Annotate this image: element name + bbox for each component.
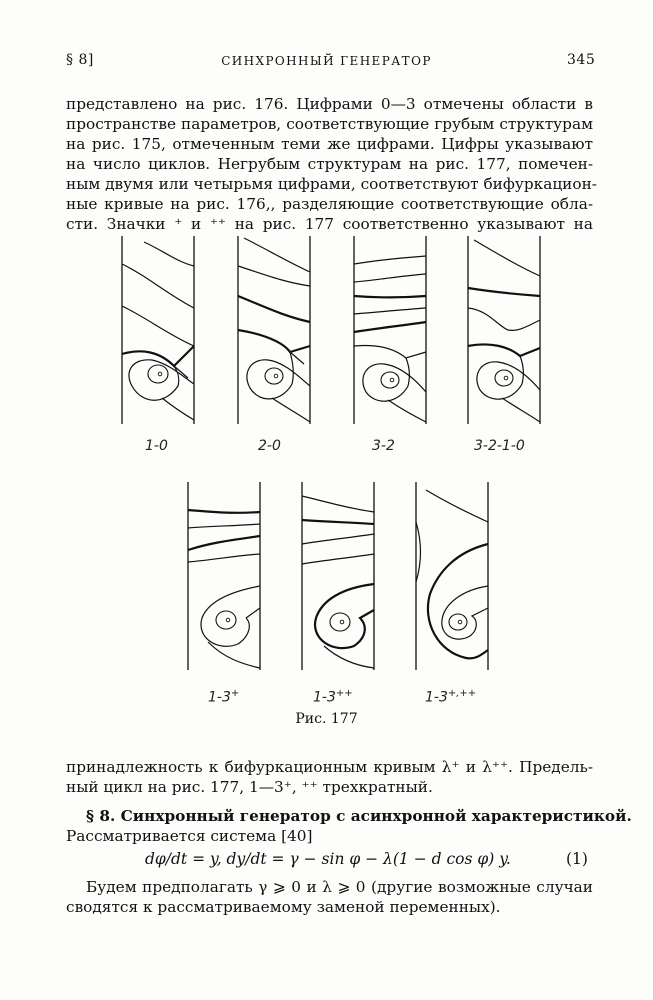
panel-1-3-plus-plusplus — [416, 482, 488, 670]
text-line: сти. Значки ⁺ и ⁺⁺ на рис. 177 соответственно указывают на — [66, 215, 593, 233]
panel-3-2-1-0 — [468, 236, 540, 424]
panel-1-0 — [122, 236, 194, 424]
panel-label-sup: +,++ — [447, 688, 477, 699]
text-line: Будем предполагать γ ⩾ 0 и λ ⩾ 0 (другие возможные случаи — [86, 878, 593, 896]
text-line: пространстве параметров, соответствующие грубым структурам — [66, 115, 593, 133]
section-lead: Рассматривается система [40] — [66, 827, 313, 845]
panel-label-base: 1-3 — [425, 689, 448, 706]
panel-1-3-plusplus — [302, 482, 374, 670]
text-line: сводятся к рассматриваемому заменой переменных). — [66, 898, 501, 916]
text-line: ный цикл на рис. 177, 1—3⁺, ⁺⁺ трехкратный. — [66, 778, 433, 796]
panel-label — [425, 688, 476, 706]
panel-label-sup: + — [230, 688, 240, 699]
panel-label-base: 1-3 — [313, 689, 336, 706]
panel-2-0 — [238, 236, 310, 424]
equation-number: (1) — [566, 850, 588, 868]
panel-label-sup: ++ — [335, 688, 353, 699]
panel-label: 1-0 — [145, 438, 168, 454]
text-line: представлено на рис. 176. Цифрами 0—3 отмечены области в — [66, 95, 593, 113]
panel-label-base: 1-3 — [208, 689, 231, 706]
section-block — [66, 806, 632, 846]
header-title: СИНХРОННЫЙ ГЕНЕРАТОР — [221, 54, 432, 68]
panel-label: 2-0 — [258, 438, 281, 454]
text-line: ные кривые на рис. 176,, разделяющие соответствующие обла- — [66, 195, 593, 213]
after-paragraph — [66, 757, 593, 797]
section-heading: § 8. Синхронный генератор с асинхронной характеристикой. — [86, 807, 632, 825]
header-section: § 8] — [66, 52, 94, 68]
panel-label: 3-2 — [372, 438, 395, 454]
panel-label: 3-2-1-0 — [474, 438, 525, 454]
equation: dφ/dt = y, dy/dt = γ − sin φ − λ(1 − d cos φ) y. — [145, 850, 511, 868]
panel-1-3-plus — [188, 482, 260, 670]
figure-caption: Рис. 177 — [295, 711, 358, 727]
text-line: на рис. 175, отмеченным теми же цифрами. Цифры указывают — [66, 135, 593, 153]
final-paragraph — [66, 877, 593, 917]
text-line: ным двумя или четырьмя цифрами, соответствуют бифуркацион- — [66, 175, 597, 193]
panel-label — [313, 688, 353, 706]
panel-3-2 — [354, 236, 426, 424]
text-line: на число циклов. Негрубым структурам на рис. 177, помечен- — [66, 155, 593, 173]
panel-label — [208, 688, 239, 706]
page-number: 345 — [567, 52, 596, 68]
text-line: принадлежность к бифуркационным кривым λ⁺ и λ⁺⁺. Предель- — [66, 758, 593, 776]
